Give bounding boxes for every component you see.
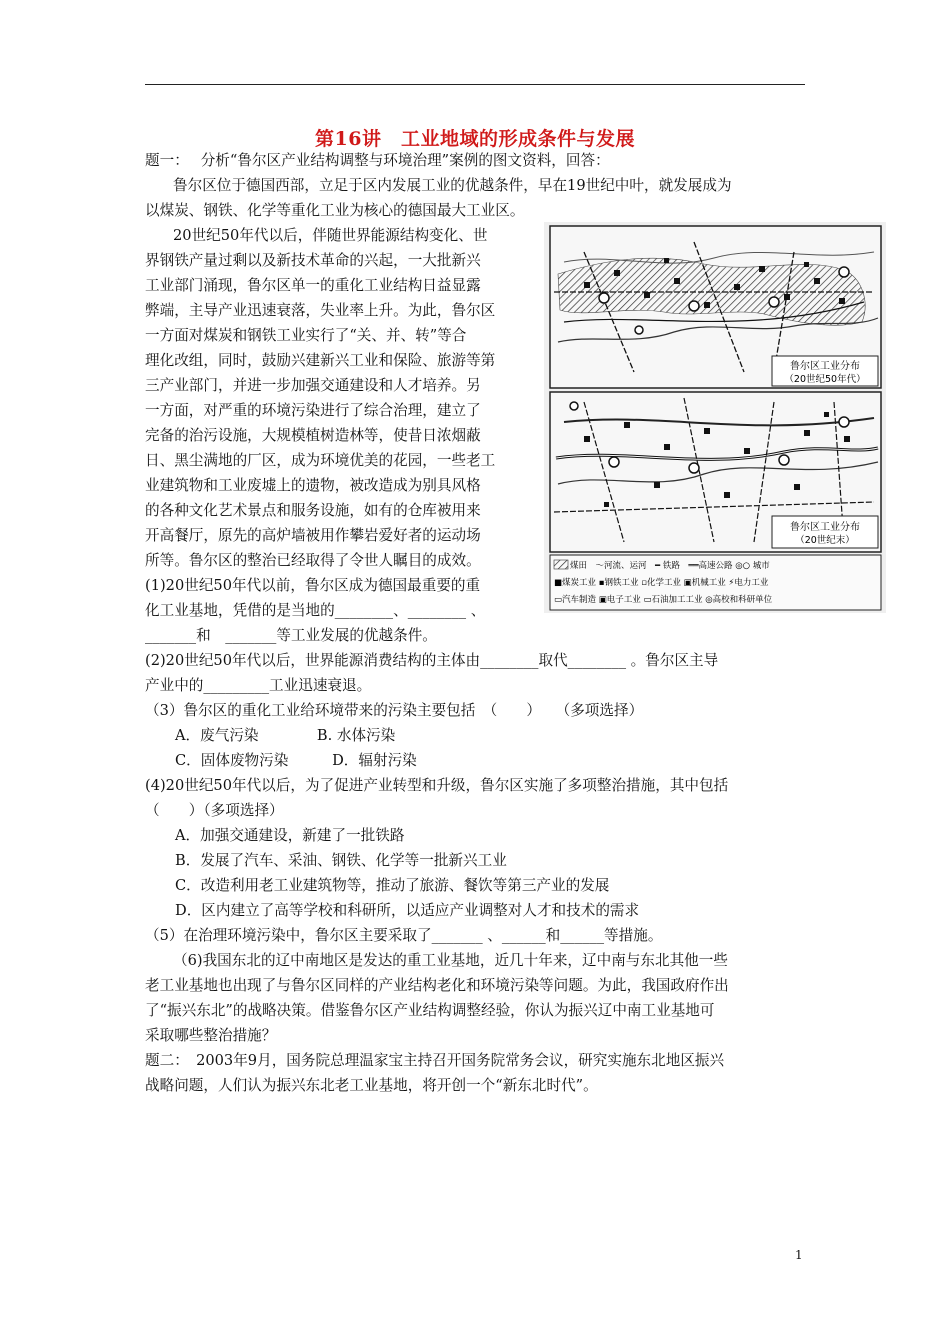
text-line: 日、黑尘满地的厂区，成为环境优美的花园，一些老工 [145,452,496,469]
option-c: C．改造利用老工业建筑物等，推动了旅游、餐饮等第三产业的发展 [175,877,610,894]
question-2: 产业中的_________工业迅速衰退。 [145,677,372,694]
text-line: 理化改组，同时，鼓励兴建新兴工业和保险、旅游等第 [145,352,496,369]
text-line: 20世纪50年代以后，伴随世界能源结构变化、世 [173,227,488,244]
text-line: 业建筑物和工业废墟上的遗物，被改造成为别具风格 [145,477,481,494]
map-caption-top: 鲁尔区工业分布 [790,361,860,372]
text-line: 三产业部门，并进一步加强交通建设和人才培养。另 [145,377,481,394]
text-line: 工业部门涌现，鲁尔区单一的重化工业结构日益显露 [145,277,481,294]
map-caption-top-period: （20世纪50年代） [784,374,866,385]
map-legend [550,555,881,610]
text-line: 的各种文化艺术景点和服务设施，如有的仓库被用来 [145,502,481,519]
question-1-blanks: _______和 _______等工业发展的优越条件。 [145,627,437,644]
question-6: 采取哪些整治措施？ [145,1027,277,1044]
text-line: 开高餐厅，原先的高炉墙被用作攀岩爱好者的运动场 [145,527,481,544]
question-1: (1)20世纪50年代以前，鲁尔区成为德国最重要的重 [145,577,481,594]
question-1-blanks: 化工业基地，凭借的是当地的________、________ 、 [145,602,486,619]
option-a: A．加强交通建设，新建了一批铁路 [175,827,405,844]
text-line: 鲁尔区位于德国西部，立足于区内发展工业的优越条件，早在19世纪中叶，就发展成为 [173,177,732,194]
question-two: 战略问题，人们认为振兴东北老工业基地，将开创一个“新东北时代”。 [145,1077,598,1094]
legend-row-2: ■煤炭工业 ▪钢铁工业 ▫化学工业 ▣机械工业 ⚡电力工业 [554,578,769,588]
ruhr-industry-map [544,222,886,613]
question-6: 老工业基地也出现了与鲁尔区同样的产业结构老化和环境污染等问题。为此，我国政府作出 [145,977,729,994]
text-line: 完备的治污设施，大规模植树造林等，使昔日浓烟蔽 [145,427,481,444]
option-line: C．固体废物污染 D．辐射污染 [175,752,417,769]
text-line: 所等。鲁尔区的整治已经取得了令世人瞩目的成效。 [145,552,481,569]
question-6: 了“振兴东北”的战略决策。借鉴鲁尔区产业结构调整经验，你认为振兴辽中南工业基地可 [145,1002,715,1019]
text-line: 以煤炭、钢铁、化学等重化工业为核心的德国最大工业区。 [145,202,525,219]
legend-row-1: 煤田 ～河流、运河 ━ 铁路 ══高速公路 ◎○ 城市 [570,561,770,571]
text-line: 一方面对煤炭和钢铁工业实行了“关、并、转”等合 [145,327,467,344]
header-rule [145,84,805,85]
option-d: D．区内建立了高等学校和科研所，以适应产业调整对人才和技术的需求 [175,902,640,919]
question-6: （6)我国东北的辽中南地区是发达的重工业基地，近几十年来，辽中南与东北其他一些 [173,952,728,969]
page-title: 第16讲 工业地域的形成条件与发展 [315,128,635,150]
text-line: 界钢铁产量过剩以及新技术革命的兴起，一大批新兴 [145,252,481,269]
map-panel-bottom [550,392,881,552]
map-caption-bottom-period: （20世纪末） [795,535,855,546]
question-two: 题二： 2003年9月，国务院总理温家宝主持召开国务院常务会议，研究实施东北地区振兴 [145,1052,725,1069]
text-line: 弊端，主导产业迅速衰落，失业率上升。为此，鲁尔区 [145,302,496,319]
text-line: 一方面，对严重的环境污染进行了综合治理，建立了 [145,402,481,419]
question-2: (2)20世纪50年代以后，世界能源消费结构的主体由________取代________ 。鲁尔区主导 [145,652,719,669]
text-line: 题一： 分析“鲁尔区产业结构调整与环境治理”案例的图文资料，回答： [145,152,610,169]
map-caption-bottom: 鲁尔区工业分布 [790,522,860,533]
question-4: （ ）（多项选择） [145,802,284,819]
question-4: (4)20世纪50年代以后，为了促进产业转型和升级，鲁尔区实施了多项整治措施，其中包括 [145,777,729,794]
option-b: B．发展了汽车、采油、钢铁、化学等一批新兴工业 [175,852,507,869]
question-3: （3）鲁尔区的重化工业给环境带来的污染主要包括 （ ） （多项选择） [145,702,644,719]
legend-row-3: ▭汽车制造 ▣电子工业 ▭石油加工工业 ◎高校和科研单位 [554,595,773,605]
option-line: A．废气污染 B. 水体污染 [175,727,396,744]
page-number: 1 [795,1248,803,1262]
question-5: （5）在治理环境污染中，鲁尔区主要采取了_______ 、______和______等措施。 [145,927,663,944]
map-panel-top [550,226,881,388]
